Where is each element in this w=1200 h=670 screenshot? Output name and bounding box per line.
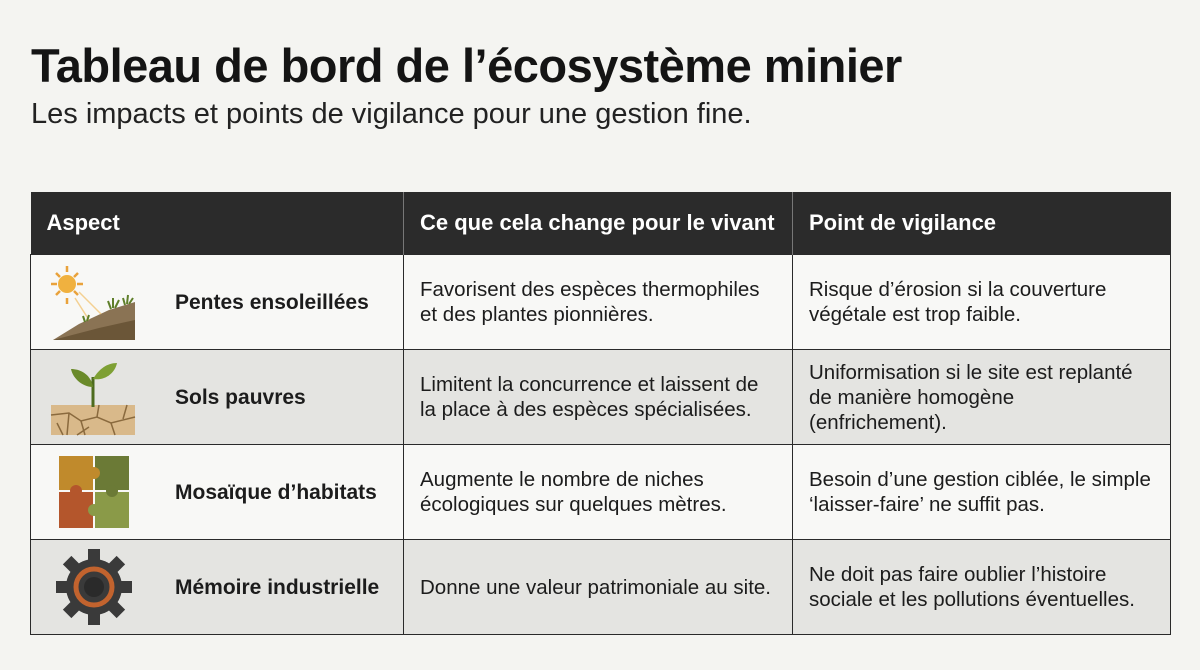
gear-icon: [49, 547, 139, 627]
column-header-effect: Ce que cela change pour le vivant: [404, 192, 793, 255]
table-header-row: [31, 192, 1171, 255]
column-header-aspect: Aspect: [31, 192, 404, 255]
puzzle-icon: [49, 452, 139, 532]
aspect-cell: [31, 255, 404, 350]
table-row: [31, 540, 1171, 635]
page-title: Tableau de bord de l’écosystème minier: [31, 39, 902, 92]
vigilance-cell: Besoin d’une gestion ciblée, le simple ‘laisser-faire’ ne suffit pas.: [793, 445, 1171, 540]
table-row: [31, 255, 1171, 350]
page-subtitle: Les impacts et points de vigilance pour une gestion fine.: [31, 98, 752, 130]
aspect-label: Sols pauvres: [175, 385, 306, 409]
aspect-label: Mémoire industrielle: [175, 575, 380, 599]
vigilance-cell: Risque d’érosion si la couverture végétale est trop faible.: [793, 255, 1171, 350]
sunny-slope-icon: [49, 262, 139, 342]
dashboard-table: [30, 192, 1171, 635]
effect-cell: Limitent la concurrence et laissent de la place à des espèces spécialisées.: [404, 350, 793, 445]
effect-cell: Favorisent des espèces thermophiles et des plantes pionnières.: [404, 255, 793, 350]
effect-cell: Augmente le nombre de niches écologiques sur quelques mètres.: [404, 445, 793, 540]
column-header-vigilance: Point de vigilance: [793, 192, 1171, 255]
vigilance-cell: Ne doit pas faire oublier l’histoire sociale et les pollutions éventuelles.: [793, 540, 1171, 635]
sprout-cracked-soil-icon: [49, 357, 139, 437]
aspect-label: Pentes ensoleillées: [175, 290, 369, 314]
table-row: [31, 445, 1171, 540]
aspect-cell: [31, 445, 404, 540]
vigilance-cell: Uniformisation si le site est replanté de manière homogène (enfrichement).: [793, 350, 1171, 445]
table-row: [31, 350, 1171, 445]
effect-cell: Donne une valeur patrimoniale au site.: [404, 540, 793, 635]
aspect-label: Mosaïque d’habitats: [175, 480, 377, 504]
aspect-cell: [31, 540, 404, 635]
aspect-cell: [31, 350, 404, 445]
